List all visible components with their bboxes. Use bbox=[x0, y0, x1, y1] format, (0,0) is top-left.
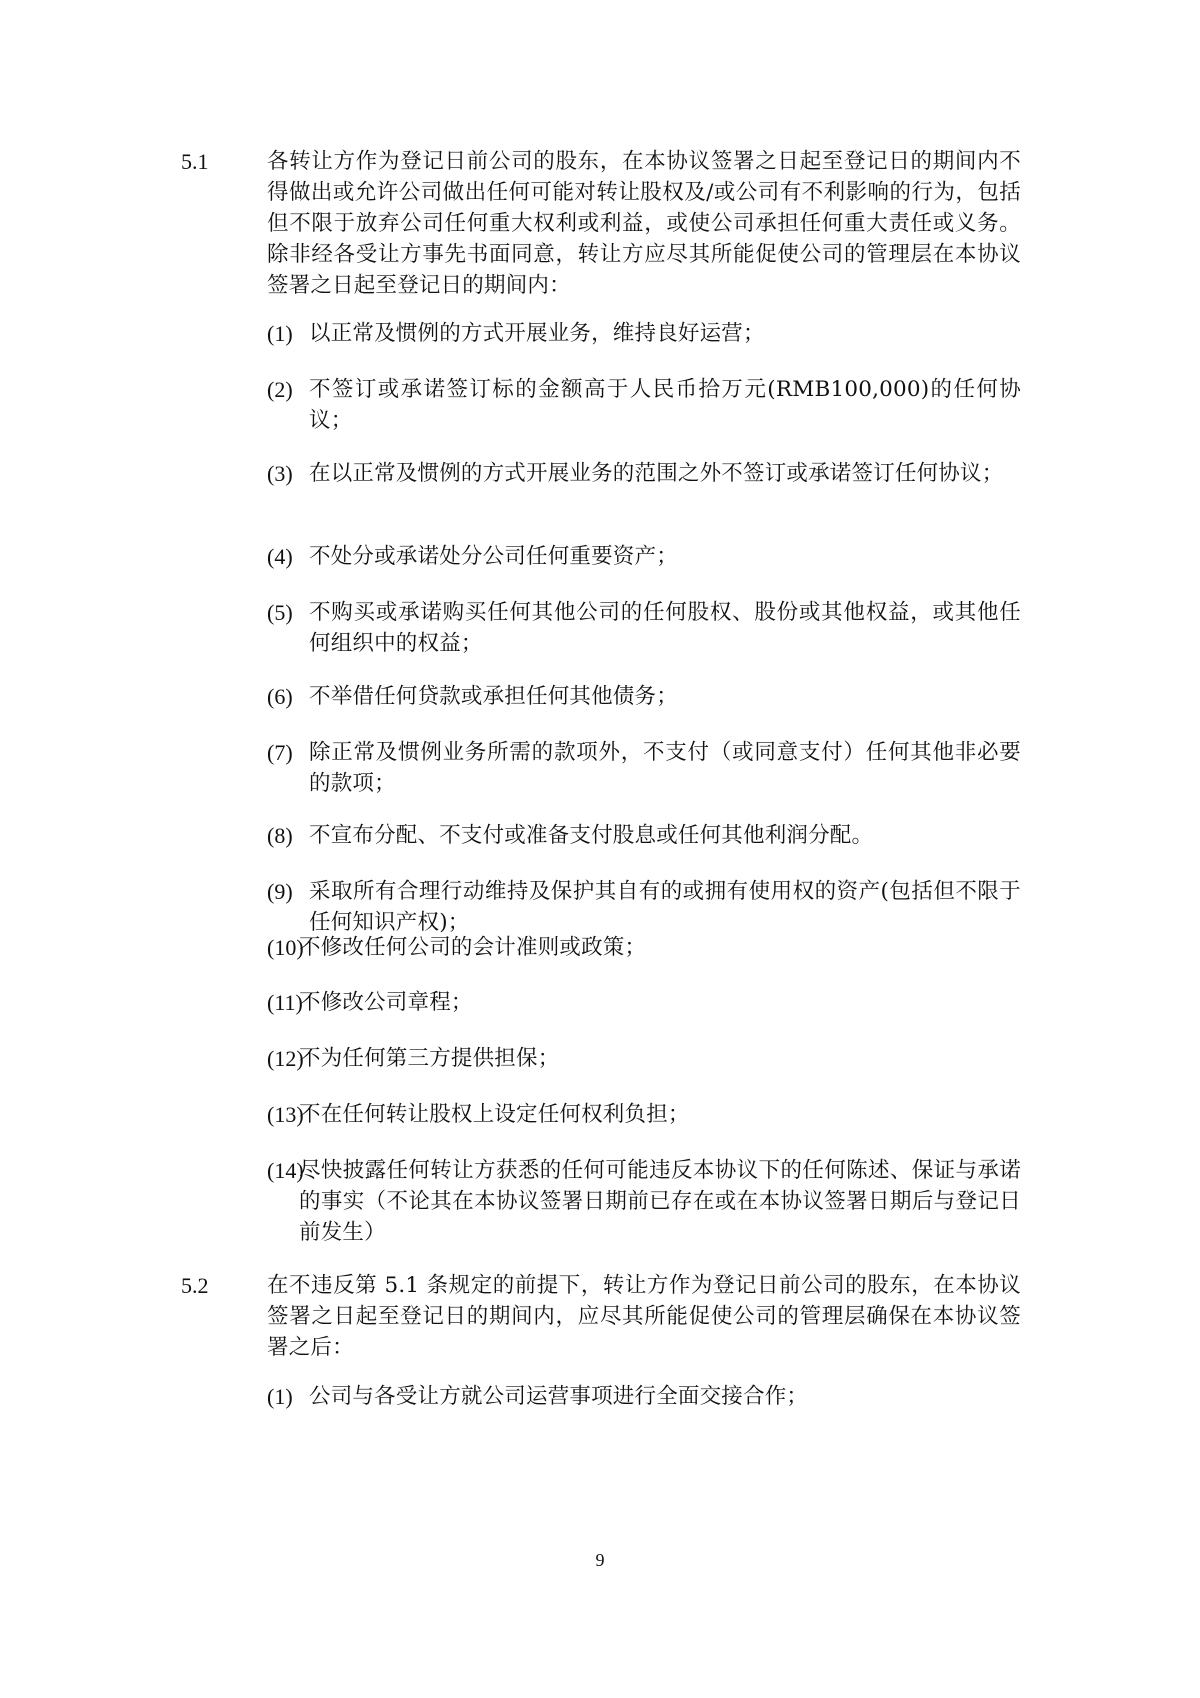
list-item-text: 不为任何第三方提供担保； bbox=[299, 1046, 560, 1071]
list-item-number: (10) bbox=[267, 935, 304, 960]
list-item-number: (3) bbox=[267, 461, 293, 486]
list-item-number: (6) bbox=[267, 684, 293, 709]
list-item-number: (9) bbox=[267, 879, 293, 904]
list-item-number: (8) bbox=[267, 823, 293, 848]
list-item-number: (1) bbox=[267, 1384, 293, 1409]
section-number: 5.1 bbox=[181, 149, 209, 174]
list-item-number: (12) bbox=[267, 1046, 304, 1071]
list-item-number: (1) bbox=[267, 321, 293, 346]
list-item-text: 公司与各受让方就公司运营事项进行全面交接合作； bbox=[309, 1384, 809, 1409]
list-item-text: 以正常及惯例的方式开展业务，维持良好运营； bbox=[309, 321, 765, 346]
section-paragraph: 在不违反第 5.1 条规定的前提下，转让方作为登记日前公司的股东，在本协议签署之日起至登记日的期间内，应尽其所能促使公司的管理层确保在本协议签署之后： bbox=[267, 1273, 1021, 1360]
list-item-text: 不举借任何贷款或承担任何其他债务； bbox=[309, 684, 678, 709]
list-item-number: (2) bbox=[267, 377, 293, 402]
list-item-text: 不修改任何公司的会计准则或政策； bbox=[299, 935, 647, 960]
page-number: 9 bbox=[595, 1550, 605, 1570]
list-item-number: (13) bbox=[267, 1102, 304, 1127]
list-item-text: 不处分或承诺处分公司任何重要资产； bbox=[309, 544, 678, 569]
section-paragraph: 各转让方作为登记日前公司的股东，在本协议签署之日起至登记日的期间内不得做出或允许公司做出任何可能对转让股权及/或公司有不利影响的行为，包括但不限于放弃公司任何重大权利或利益，或使公司承担任何重大责任或义务。除非经各受让方事先书面同意，转让方应尽其所能促使公司的管理层在本协议签署之日起至登记日的期间内： bbox=[267, 149, 1021, 298]
list-item-number: (14) bbox=[267, 1158, 304, 1183]
section-number: 5.2 bbox=[181, 1273, 209, 1298]
list-item-text: 不在任何转让股权上设定任何权利负担； bbox=[299, 1102, 690, 1127]
list-item-text: 不签订或承诺签订标的金额高于人民币拾万元(RMB100,000)的任何协议； bbox=[309, 377, 1021, 433]
list-item-text: 不修改公司章程； bbox=[299, 990, 473, 1015]
list-item-text: 尽快披露任何转让方获悉的任何可能违反本协议下的任何陈述、保证与承诺的事实（不论其在本协议签署日期前已存在或在本协议签署日期后与登记日前发生） bbox=[299, 1158, 1021, 1245]
list-item-text: 在以正常及惯例的方式开展业务的范围之外不签订或承诺签订任何协议； bbox=[309, 461, 1004, 486]
list-item-number: (4) bbox=[267, 544, 293, 569]
list-item-text: 除正常及惯例业务所需的款项外，不支付（或同意支付）任何其他非必要的款项； bbox=[309, 740, 1021, 796]
list-item-text: 采取所有合理行动维持及保护其自有的或拥有使用权的资产(包括但不限于任何知识产权)； bbox=[309, 879, 1021, 935]
list-item-number: (11) bbox=[267, 990, 303, 1015]
list-item-text: 不宣布分配、不支付或准备支付股息或任何其他利润分配。 bbox=[309, 823, 874, 848]
list-item-number: (7) bbox=[267, 740, 293, 765]
list-item-number: (5) bbox=[267, 600, 293, 625]
list-item-text: 不购买或承诺购买任何其他公司的任何股权、股份或其他权益，或其他任何组织中的权益； bbox=[309, 600, 1021, 656]
